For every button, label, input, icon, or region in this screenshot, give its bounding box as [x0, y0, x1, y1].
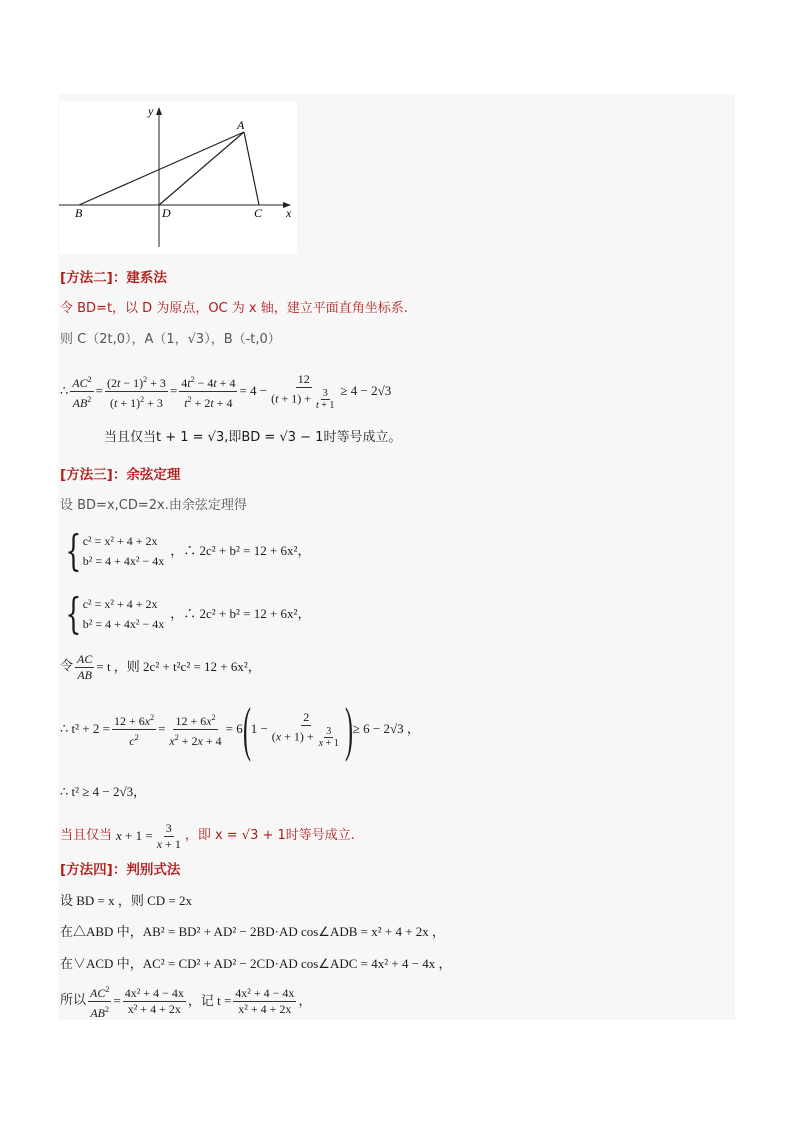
coordinate-diagram [59, 101, 297, 254]
method3-heading: [方法三]：余弦定理 [60, 467, 181, 483]
brace-system: { c² = x² + 4 + 2x b² = 4 + 4x² − 4x [65, 526, 165, 575]
point-b-label: B [75, 206, 83, 220]
line4-prefix: 所以 [60, 993, 87, 1008]
equality-tail: ，即 x = √3 + 1时等号成立. [184, 828, 355, 843]
method4-line3: 在∨ACD 中，AC² = CD² + AD² − 2CD·AD cos∠ADC = 4x² + 4 − 4x ， [60, 956, 452, 971]
x-axis-label: x [286, 206, 292, 220]
point-c-label: C [254, 206, 263, 220]
y-axis-label: y [148, 104, 154, 118]
method2-ineq-tail: ≥ 4 − 2√3 [340, 383, 392, 398]
ineq-prefix: ∴ t² + 2 = [60, 721, 110, 736]
system-row-2: b² = 4 + 4x² − 4x [82, 617, 165, 631]
fraction-polynomial: $\frac{4t^2 - 4t + 4}{t^2 + 2t + 4}$ [179, 372, 237, 411]
brace-system: { c² = x² + 4 + 2x b² = 4 + 4x² − 4x [65, 589, 165, 638]
fraction-12-6x2-c2: $\frac{12 + 6x^2}{c^2}$ [112, 710, 156, 749]
system-row-1: c² = x² + 4 + 2x [82, 534, 158, 548]
fraction-ratio-1: $\frac{\text{4x² + 4 − 4x}}{\text{x² + 4 + 2x}}$ [124, 985, 184, 1016]
system-row-1: c² = x² + 4 + 2x [82, 597, 158, 611]
method2-ratio-equation: ∴ $\frac{AC^2}{AB^2}$ = $\frac{(2t - 1)^2 + 3}{(t + 1)^2 + 3}$ = $\frac{4t^2 - 4t + 4}{t^2 + 2t + 4}$ = 4 − 12 (t + 1) + $\frac{3}{t + 1}$ ≥ 4 − 2√3 [60, 371, 392, 411]
method2-line1: 令 BD=t，以 D 为原点，OC 为 x 轴，建立平面直角坐标系. [60, 301, 408, 316]
method3-system-1 [60, 526, 311, 575]
fraction-ac2-ab2: $\frac{AC^2}{AB^2}$ [70, 372, 93, 411]
system-result: ，∴ 2c² + b² = 12 + 6x²， [170, 606, 311, 621]
fraction-2: 2 (x + 1) + $\frac{3}{x + 1}$ [271, 709, 339, 749]
fraction-12-6x2-poly: $\frac{12 + 6x^2}{x^2 + 2x + 4}$ [167, 710, 223, 749]
fraction-ac2-ab2: $\frac{AC^2}{AB^2}$ [88, 982, 111, 1021]
method3-ratio-line [60, 648, 261, 686]
method2-equality-condition: 当且仅当t + 1 = √3,即BD = √3 − 1时等号成立。 [104, 430, 402, 445]
equality-prefix: 当且仅当 [60, 828, 113, 843]
therefore-symbol: ∴ [60, 383, 69, 398]
method4-line2: 在△ABD 中，AB² = BD² + AD² − 2BD·AD cos∠ADB = x² + 4 + 2x ， [60, 924, 446, 939]
method3-inequality: ∴ t² + 2 = $\frac{12 + 6x^2}{c^2}$ = $\frac{12 + 6x^2}{x^2 + 2x + 4}$ = 6 ( 1 − 2 (x + 1) + $\frac{3}{x + 1}$ ) ≥ 6 − 2√3 ， [60, 696, 420, 762]
method2-heading: [方法二]：建系法 [60, 270, 167, 286]
fraction-12: 12 (t + 1) + $\frac{3}{t + 1}$ [271, 371, 335, 411]
method4-heading: [方法四]：判别式法 [60, 862, 181, 878]
fraction-expanded: $\frac{(2t - 1)^2 + 3}{(t + 1)^2 + 3}$ [105, 372, 168, 411]
ratio-prefix: 令 [60, 659, 74, 674]
method3-t-squared: ∴ t² ≥ 4 − 2√3， [60, 784, 147, 799]
point-d-label: D [162, 206, 171, 220]
fraction-3-x1: $\frac{3}{x + 1}$ [156, 820, 181, 851]
triangle-figure [59, 101, 297, 254]
system-result: ，∴ 2c² + b² = 12 + 6x²， [170, 543, 311, 558]
method3-line1: 设 BD=x,CD=2x.由余弦定理得 [60, 498, 247, 513]
line4-mid: ，记 t = [187, 993, 232, 1008]
method2-line2: 则 C（2t,0），A（1，√3），B（-t,0） [60, 332, 281, 347]
ratio-tail: = t ，则 2c² + t²c² = 12 + 6x²， [96, 659, 261, 674]
method4-line4: 所以 $\frac{AC^2}{AB^2}$ = $\frac{\text{4x² + 4 − 4x}}{\text{x² + 4 + 2x}}$ ，记 t = $\frac{\text{4x² + 4 − 4x}}{\text{x² + 4 + 2x}}$ ， [60, 983, 311, 1019]
method3-system-2 [60, 589, 311, 638]
point-a-label: A [237, 118, 245, 132]
fraction-ratio-2: $\frac{\text{4x² + 4 − 4x}}{\text{x² + 4 + 2x}}$ [235, 985, 295, 1016]
system-row-2: b² = 4 + 4x² − 4x [82, 554, 165, 568]
ineq-tail: ≥ 6 − 2√3 ， [352, 721, 420, 736]
line4-end: ， [298, 993, 312, 1008]
method3-equality: 当且仅当 x + 1 = $\frac{3}{x + 1}$ ，即 x = √3 + 1时等号成立. [60, 820, 355, 851]
fraction-ac-ab: $\frac{AC}{AB}$ [77, 651, 93, 682]
method4-line1: 设 BD = x ，则 CD = 2x [60, 893, 193, 908]
